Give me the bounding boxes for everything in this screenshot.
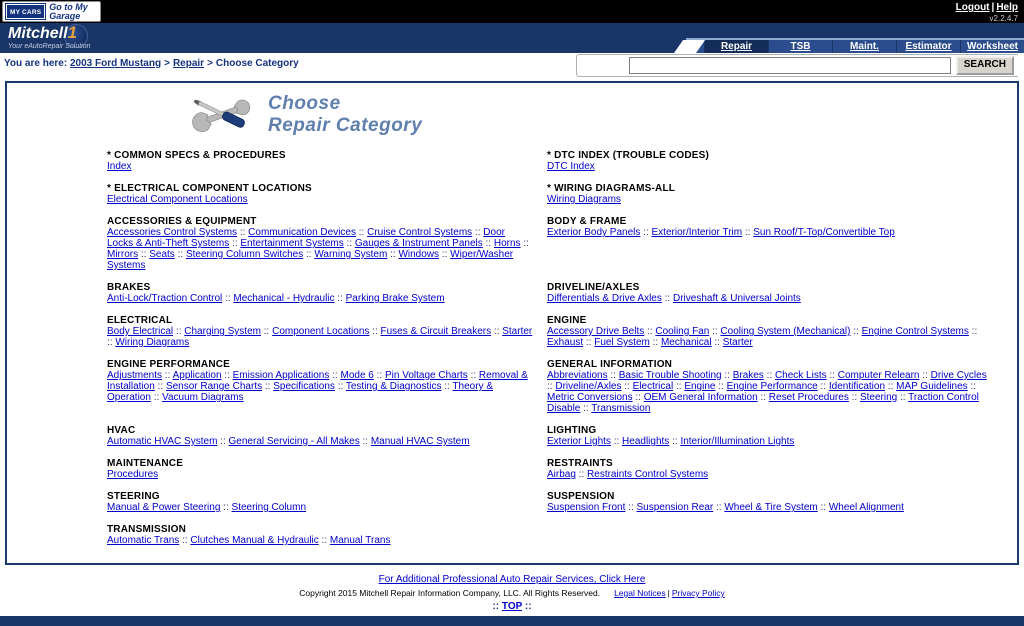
category-link[interactable]: Wiring Diagrams xyxy=(547,194,621,205)
category-list xyxy=(107,150,1009,546)
category-heading: ELECTRICAL xyxy=(107,315,173,326)
bottom-bar xyxy=(0,616,1024,626)
tab-worksheet[interactable]: Worksheet xyxy=(960,40,1024,53)
privacy-policy-link[interactable]: Privacy Policy xyxy=(671,588,725,598)
category-links xyxy=(107,469,533,480)
category-cell xyxy=(107,359,547,414)
category-link[interactable]: Horns xyxy=(493,238,521,249)
category-cell xyxy=(107,491,547,513)
category-link[interactable]: DTC Index xyxy=(547,161,595,172)
category-link[interactable]: Steering Column Switches xyxy=(185,249,304,260)
category-cell xyxy=(547,315,1009,348)
copyright-text: Copyright 2015 Mitchell Repair Information Company, LLC. All Rights Reserved. xyxy=(299,588,601,598)
logo-one: 1 xyxy=(67,23,78,42)
category-link[interactable]: Exterior Lights xyxy=(547,436,611,447)
category-links: Exterior Body Panels :: Exterior/Interior Trim :: Sun Roof/T-Top/Convertible Top xyxy=(547,227,895,238)
category-links: Abbreviations :: Basic Trouble Shooting :: Brakes :: Check Lists :: Computer Relearn :: Drive Cycles :: Driveline/Axles :: Electrical :: Engine :: Engine Performance :: Identification :: MAP Guidelines :: Metric Conversions :: OEM General Information :: Reset Procedures :: Steering :: Traction Control Disable :: Transmission xyxy=(547,370,987,414)
category-heading: ENGINE xyxy=(547,315,587,326)
category-links: Automatic Trans :: Clutches Manual & Hydraulic :: Manual Trans xyxy=(107,535,391,546)
category-links: Anti-Lock/Traction Control :: Mechanical - Hydraulic :: Parking Brake System xyxy=(107,293,445,304)
help-link[interactable]: Help xyxy=(996,2,1018,13)
category-link[interactable]: Identification xyxy=(828,381,886,392)
category-links: Exterior Lights :: Headlights :: Interior/Illumination Lights xyxy=(547,436,795,447)
category-links: Accessories Control Systems :: Communication Devices :: Cruise Control Systems :: Door Locks & Anti-Theft Systems :: Entertainment Systems :: Gauges & Instrument Panels :: Horns :: Mirrors :: Seats :: Steering Column Switches :: Warning System :: Windows :: Wiper/Washer Systems xyxy=(107,227,529,271)
banner xyxy=(190,90,1017,140)
category-link[interactable]: Charging System xyxy=(184,326,261,337)
category-row xyxy=(107,282,1009,304)
category-link[interactable]: Drive Cycles xyxy=(930,370,987,381)
category-link[interactable]: Electrical Component Locations xyxy=(107,194,248,205)
category-links: Suspension Front :: Suspension Rear :: Wheel & Tire System :: Wheel Alignment xyxy=(547,502,904,513)
category-link[interactable]: Fuses & Circuit Breakers xyxy=(380,326,492,337)
category-heading: STEERING xyxy=(107,491,160,502)
category-link[interactable]: Pin Voltage Charts xyxy=(384,370,468,381)
page-title: Choose Repair Category xyxy=(268,93,423,136)
category-heading: GENERAL INFORMATION xyxy=(547,359,673,370)
category-heading: TRANSMISSION xyxy=(107,524,187,535)
category-heading: DRIVELINE/AXLES xyxy=(547,282,640,293)
category-link[interactable]: Airbag xyxy=(547,469,576,480)
category-link[interactable]: Fuel System xyxy=(594,337,650,348)
main-panel xyxy=(5,81,1019,565)
search-input[interactable] xyxy=(629,57,951,74)
category-link[interactable]: Testing & Diagnostics xyxy=(345,381,442,392)
category-link[interactable]: Seats xyxy=(149,249,175,260)
category-cell xyxy=(107,282,547,304)
category-link[interactable]: Automatic Trans xyxy=(107,535,180,546)
category-link[interactable]: Body Electrical xyxy=(107,326,174,337)
legal-notices-link[interactable]: Legal Notices xyxy=(614,588,666,598)
category-links: Adjustments :: Application :: Emission Applications :: Mode 6 :: Pin Voltage Charts :: Removal & Installation :: Sensor Range Charts :: Specifications :: Testing & Diagnostics :: Theory & Operation :: Vacuum Diagrams xyxy=(107,370,528,403)
category-heading: ENGINE PERFORMANCE xyxy=(107,359,231,370)
category-link[interactable]: Driveline/Axles xyxy=(555,381,622,392)
category-link[interactable]: Wiper/Washer Systems xyxy=(107,249,514,271)
category-link[interactable]: MAP Guidelines xyxy=(896,381,968,392)
breadcrumb-section-link[interactable]: Repair xyxy=(172,58,205,69)
go-to-my-garage-button[interactable] xyxy=(2,1,101,22)
category-link[interactable]: Suspension Front xyxy=(547,502,626,513)
category-link[interactable]: Cruise Control Systems xyxy=(367,227,473,238)
category-link[interactable]: Engine Control Systems xyxy=(861,326,969,337)
category-link[interactable]: Communication Devices xyxy=(248,227,356,238)
tab-repair[interactable]: Repair xyxy=(704,40,768,53)
category-link[interactable]: Sun Roof/T-Top/Convertible Top xyxy=(753,227,895,238)
category-link[interactable]: Suspension Rear xyxy=(636,502,714,513)
category-link[interactable]: Transmission xyxy=(591,403,651,414)
tab-bar xyxy=(704,40,1024,53)
category-row xyxy=(107,425,1009,447)
category-link[interactable]: Electrical xyxy=(632,381,674,392)
category-link[interactable]: Door Locks & Anti-Theft Systems xyxy=(107,227,505,249)
category-cell xyxy=(107,150,547,172)
breadcrumb xyxy=(4,58,299,70)
category-link[interactable]: Cooling System (Mechanical) xyxy=(720,326,851,337)
category-link[interactable]: Parking Brake System xyxy=(345,293,445,304)
category-link[interactable]: Differentials & Drive Axles xyxy=(547,293,662,304)
category-link[interactable]: Check Lists xyxy=(774,370,827,381)
category-heading: ACCESSORIES & EQUIPMENT xyxy=(107,216,257,227)
category-link[interactable]: Headlights xyxy=(622,436,670,447)
category-link[interactable]: Accessory Drive Belts xyxy=(547,326,645,337)
breadcrumb-vehicle-link[interactable]: 2003 Ford Mustang xyxy=(69,58,162,69)
category-cell xyxy=(547,458,1009,480)
session-links xyxy=(956,2,1018,23)
category-heading: * ELECTRICAL COMPONENT LOCATIONS xyxy=(107,183,312,194)
category-link[interactable]: Engine Performance xyxy=(726,381,818,392)
category-link[interactable]: Accessories Control Systems xyxy=(107,227,238,238)
category-row xyxy=(107,150,1009,172)
category-cell xyxy=(547,359,1009,414)
category-heading: * WIRING DIAGRAMS-ALL xyxy=(547,183,676,194)
logo-tagline: Your eAutoRepair Solution xyxy=(8,43,91,50)
category-link[interactable]: Exterior/Interior Trim xyxy=(651,227,743,238)
category-cell xyxy=(547,524,1009,546)
category-cell xyxy=(547,216,1009,271)
category-link[interactable]: Mode 6 xyxy=(340,370,374,381)
category-link[interactable]: Computer Relearn xyxy=(837,370,920,381)
category-row xyxy=(107,359,1009,414)
category-link[interactable]: Manual Trans xyxy=(329,535,391,546)
category-link[interactable]: Engine xyxy=(684,381,716,392)
category-link[interactable]: Traction Control Disable xyxy=(547,392,979,414)
category-row xyxy=(107,458,1009,480)
category-heading: RESTRAINTS xyxy=(547,458,613,469)
category-link[interactable]: Starter xyxy=(502,326,533,337)
top-suffix: :: xyxy=(524,601,532,612)
category-cell xyxy=(107,458,547,480)
category-link[interactable]: Entertainment Systems xyxy=(240,238,344,249)
category-links: Accessory Drive Belts :: Cooling Fan :: Cooling System (Mechanical) :: Engine Control Systems :: Exhaust :: Fuel System :: Mechanical :: Starter xyxy=(547,326,978,348)
category-link[interactable]: Specifications xyxy=(273,381,335,392)
category-link[interactable]: Metric Conversions xyxy=(547,392,633,403)
category-heading: SUSPENSION xyxy=(547,491,615,502)
copyright-line xyxy=(0,588,1024,599)
top-bar xyxy=(0,0,1024,23)
my-cars-plate-icon: MY CARS xyxy=(6,4,45,19)
category-row xyxy=(107,524,1009,546)
category-link[interactable]: Mechanical - Hydraulic xyxy=(233,293,335,304)
header-bar xyxy=(0,23,1024,53)
category-cell xyxy=(547,491,1009,513)
category-link[interactable]: Procedures xyxy=(107,469,159,480)
breadcrumb-prefix: You are here: xyxy=(4,58,68,69)
footer-link-separator: | xyxy=(667,588,670,598)
search-button[interactable]: SEARCH xyxy=(956,56,1014,75)
diagonal-accent xyxy=(674,40,705,53)
tab-maint[interactable]: Maint. xyxy=(832,40,896,53)
category-link[interactable]: Mirrors xyxy=(107,249,139,260)
category-links: Airbag :: Restraints Control Systems xyxy=(547,469,709,480)
category-link[interactable]: Abbreviations xyxy=(547,370,608,381)
category-link[interactable]: Sensor Range Charts xyxy=(165,381,263,392)
logo-text: Mitchell1 xyxy=(8,23,78,42)
category-link[interactable]: Warning System xyxy=(314,249,388,260)
category-link[interactable]: Restraints Control Systems xyxy=(587,469,709,480)
category-link[interactable]: Anti-Lock/Traction Control xyxy=(107,293,223,304)
category-link[interactable]: Exhaust xyxy=(547,337,584,348)
category-links: Body Electrical :: Charging System :: Component Locations :: Fuses & Circuit Breakers :: Starter :: Wiring Diagrams xyxy=(107,326,533,348)
category-cell xyxy=(107,425,547,447)
logout-link[interactable]: Logout xyxy=(955,2,990,13)
category-cell xyxy=(107,524,547,546)
garage-button-label: Go to My Garage xyxy=(49,1,88,21)
category-link[interactable]: Index xyxy=(107,161,132,172)
crossed-tools-icon xyxy=(190,92,256,138)
category-link[interactable]: Gauges & Instrument Panels xyxy=(354,238,483,249)
category-links xyxy=(547,194,995,205)
category-links xyxy=(547,161,995,172)
category-row xyxy=(107,315,1009,348)
mitchell1-logo[interactable] xyxy=(8,24,91,51)
category-link[interactable]: Steering xyxy=(859,392,898,403)
category-row xyxy=(107,491,1009,513)
breadcrumb-separator: > xyxy=(207,58,213,69)
tab-tsb[interactable]: TSB xyxy=(768,40,832,53)
search-box xyxy=(576,54,1018,77)
category-link[interactable]: Exterior Body Panels xyxy=(547,227,641,238)
category-link[interactable]: OEM General Information xyxy=(643,392,758,403)
link-separator: | xyxy=(991,2,995,13)
category-link[interactable]: Removal & Installation xyxy=(107,370,528,392)
category-link[interactable]: Application xyxy=(172,370,222,381)
category-link[interactable]: Basic Trouble Shooting xyxy=(618,370,722,381)
category-cell xyxy=(547,183,1009,205)
category-link[interactable]: Wiring Diagrams xyxy=(115,337,190,348)
category-heading: HVAC xyxy=(107,425,136,436)
category-row xyxy=(107,216,1009,271)
version-label: v2.2.4.7 xyxy=(989,14,1018,23)
category-link[interactable]: Wheel Alignment xyxy=(828,502,904,513)
category-link[interactable]: Steering Column xyxy=(231,502,307,513)
category-heading: BRAKES xyxy=(107,282,151,293)
category-link[interactable]: Interior/Illumination Lights xyxy=(680,436,795,447)
category-links: Manual & Power Steering :: Steering Column xyxy=(107,502,307,513)
category-heading: * COMMON SPECS & PROCEDURES xyxy=(107,150,286,161)
category-link[interactable]: Automatic HVAC System xyxy=(107,436,218,447)
category-link[interactable]: Cooling Fan xyxy=(655,326,710,337)
category-cell xyxy=(107,315,547,348)
category-link[interactable]: Clutches Manual & Hydraulic xyxy=(190,535,319,546)
breadcrumb-separator: > xyxy=(164,58,170,69)
category-link[interactable]: Vacuum Diagrams xyxy=(162,392,244,403)
category-cell xyxy=(547,425,1009,447)
category-link[interactable]: Emission Applications xyxy=(232,370,330,381)
category-link[interactable]: General Servicing - All Makes xyxy=(228,436,360,447)
category-link[interactable]: Wheel & Tire System xyxy=(724,502,818,513)
category-link[interactable]: Brakes xyxy=(732,370,764,381)
footer xyxy=(0,565,1024,613)
category-link[interactable]: Adjustments xyxy=(107,370,163,381)
category-link[interactable]: Starter xyxy=(722,337,753,348)
category-link[interactable]: Windows xyxy=(398,249,440,260)
top-link[interactable]: TOP xyxy=(501,601,523,612)
category-link[interactable]: Reset Procedures xyxy=(768,392,849,403)
category-heading: BODY & FRAME xyxy=(547,216,627,227)
breadcrumb-current: Choose Category xyxy=(215,58,299,69)
category-links xyxy=(107,161,533,172)
top-prefix: :: xyxy=(492,601,500,612)
category-link[interactable]: Mechanical xyxy=(660,337,712,348)
top-line xyxy=(0,601,1024,613)
category-link[interactable]: Driveshaft & Universal Joints xyxy=(672,293,801,304)
category-cell xyxy=(107,216,547,271)
category-links: Differentials & Drive Axles :: Driveshaft & Universal Joints xyxy=(547,293,801,304)
category-heading: MAINTENANCE xyxy=(107,458,184,469)
category-heading: * DTC INDEX (TROUBLE CODES) xyxy=(547,150,710,161)
category-link[interactable]: Manual & Power Steering xyxy=(107,502,221,513)
tab-estimator[interactable]: Estimator xyxy=(896,40,960,53)
category-cell xyxy=(107,183,547,205)
category-link[interactable]: Component Locations xyxy=(272,326,370,337)
category-row xyxy=(107,183,1009,205)
tab-strip xyxy=(686,38,1024,53)
category-link[interactable]: Manual HVAC System xyxy=(370,436,470,447)
additional-services-link[interactable]: For Additional Professional Auto Repair Services, Click Here xyxy=(378,574,646,585)
category-cell xyxy=(547,282,1009,304)
category-heading: LIGHTING xyxy=(547,425,597,436)
category-link[interactable]: Theory & Operation xyxy=(107,381,493,403)
category-links: Automatic HVAC System :: General Servicing - All Makes :: Manual HVAC System xyxy=(107,436,470,447)
category-cell xyxy=(547,150,1009,172)
category-links xyxy=(107,194,533,205)
breadcrumb-band xyxy=(0,53,1024,79)
